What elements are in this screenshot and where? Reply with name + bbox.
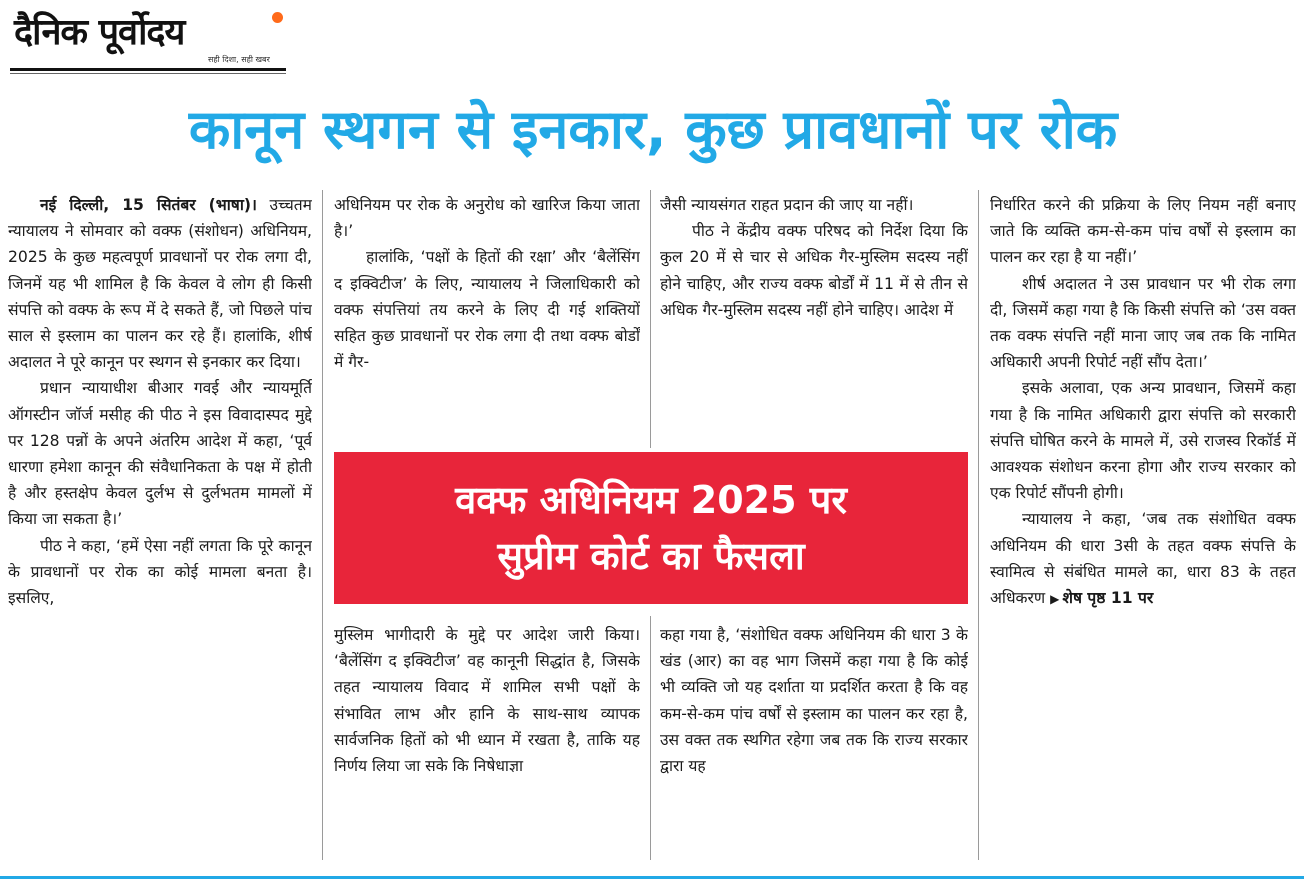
column-divider bbox=[978, 190, 979, 860]
article-column-4 bbox=[990, 192, 1296, 866]
article-column-2-top bbox=[334, 192, 640, 442]
masthead bbox=[10, 4, 288, 74]
article-column-2-bottom bbox=[334, 622, 640, 866]
callout-line-2: सुप्रीम कोर्ट का फैसला bbox=[497, 534, 805, 578]
column-divider bbox=[322, 190, 323, 860]
article-paragraph: प्रधान न्यायाधीश बीआर गवई और न्यायमूर्ति ऑगस्टीन जॉर्ज मसीह की पीठ ने इस विवादास्पद मुद्दे पर 128 पन्नों के अपने अंतरिम आदेश में कहा, ‘पूर्व धारणा हमेशा कानून की संवैधानिकता के पक्ष में होती है और हस्तक्षेप केवल दुर्लभ से दुर्लभतम मामलों में किया जा सकता है।’ bbox=[8, 379, 312, 529]
article-column-1 bbox=[8, 192, 312, 866]
newspaper-tagline: सही दिशा, सही खबर bbox=[208, 55, 270, 64]
page-bottom-rule bbox=[0, 876, 1304, 879]
article-paragraph: कहा गया है, ‘संशोधित वक्फ अधिनियम की धारा 3 के खंड (आर) का वह भाग जिसमें कहा गया है कि कोई भी व्यक्ति जो यह दर्शाता या प्रदर्शित करता है कि वह कम-से-कम पांच वर्षों से इस्लाम का पालन कर रहा है, उस वक्त तक स्थगित रहेगा जब तक कि राज्य सरकार द्वारा यह bbox=[660, 626, 968, 776]
article-paragraph: पीठ ने कहा, ‘हमें ऐसा नहीं लगता कि पूरे कानून के प्रावधानों पर रोक का कोई मामला बनता है। इसलिए, bbox=[8, 536, 312, 608]
article-column-3-top bbox=[660, 192, 968, 442]
continued-on-page[interactable]: ▶ शेष पृष्ठ 11 पर bbox=[1050, 589, 1154, 608]
newspaper-logo: दैनिक पूर्वोदय bbox=[14, 12, 185, 53]
dateline: नई दिल्ली, 15 सितंबर (भाषा)। bbox=[40, 196, 257, 214]
triangle-right-icon: ▶ bbox=[1050, 592, 1060, 607]
column-divider bbox=[650, 190, 651, 448]
article-paragraph: इसके अलावा, एक अन्य प्रावधान, जिसमें कहा गया है कि नामित अधिकारी द्वारा संपत्ति को सरकारी संपत्ति घोषित करने के मामले में, उसे राजस्व रिकॉर्ड में आवश्यक संशोधन करना होगा और राज्य सरकार को एक रिपोर्ट सौंपनी होगी। bbox=[990, 379, 1296, 503]
headline: कानून स्थगन से इनकार, कुछ प्रावधानों पर रोक bbox=[188, 98, 1118, 161]
callout-box bbox=[334, 452, 968, 604]
article-paragraph: निर्धारित करने की प्रक्रिया के लिए नियम नहीं बनाए जाते कि व्यक्ति कम-से-कम पांच वर्षों से इस्लाम का पालन कर रहा है या नहीं।’ bbox=[990, 196, 1296, 267]
article-paragraph: शीर्ष अदालत ने उस प्रावधान पर भी रोक लगा दी, जिसमें कहा गया है कि किसी संपत्ति को ‘उस वक्त तक वक्फ संपत्ति नहीं माना जाए जब तक कि नामित अधिकारी अपनी रिपोर्ट नहीं सौंप देता।’ bbox=[990, 274, 1296, 372]
article-paragraph: नई दिल्ली, 15 सितंबर (भाषा)। उच्चतम न्यायालय ने सोमवार को वक्फ (संशोधन) अधिनियम, 2025 के कुछ महत्वपूर्ण प्रावधानों पर रोक लगा दी, जिनमें यह भी शामिल है कि केवल वे लोग ही किसी संपत्ति को वक्फ के रूप में दे सकते हैं, जो पिछले पांच साल से इस्लाम का पालन कर रहे हैं। हालांकि, शीर्ष अदालत ने पूरे कानून पर स्थगन से इनकार कर दिया। bbox=[8, 196, 312, 372]
article-paragraph: न्यायालय ने कहा, ‘जब तक संशोधित वक्फ अधिनियम की धारा 3सी के तहत वक्फ संपत्ति के स्वामित्व से संबंधित मामले का, धारा 83 के तहत अधिकरण ▶ शेष पृष्ठ 11 पर bbox=[990, 510, 1296, 608]
article-paragraph: हालांकि, ‘पक्षों के हितों की रक्षा’ और ‘बैलेंसिंग द इक्विटीज’ के लिए, न्यायालय ने जिलाधिकारी को वक्फ संपत्तियां तय करने के लिए दी गई शक्तियों सहित कुछ प्रावधानों पर रोक लगा दी तथा वक्फ बोर्डों में गैर- bbox=[334, 248, 640, 372]
callout-line-1: वक्फ अधिनियम 2025 पर bbox=[455, 478, 847, 522]
article-column-3-bottom bbox=[660, 622, 968, 866]
article-paragraph: मुस्लिम भागीदारी के मुद्दे पर आदेश जारी किया। ‘बैलेंसिंग द इक्विटीज’ वह कानूनी सिद्धांत है, जिसके तहत न्यायालय विवाद में शामिल सभी पक्षों के संभावित लाभ और हानि के साथ-साथ व्यापक सार्वजनिक हितों को भी ध्यान में रखता है, ताकि यह निर्णय लिया जा सके कि निषेधाज्ञा bbox=[334, 626, 640, 776]
article-paragraph: अधिनियम पर रोक के अनुरोध को खारिज किया जाता है।’ bbox=[334, 196, 640, 241]
column-divider bbox=[650, 616, 651, 860]
logo-dot-icon bbox=[272, 12, 283, 23]
masthead-rule bbox=[10, 68, 286, 71]
article-paragraph: जैसी न्यायसंगत राहत प्रदान की जाए या नहीं। bbox=[660, 196, 914, 214]
article-paragraph: पीठ ने केंद्रीय वक्फ परिषद को निर्देश दिया कि कुल 20 में से चार से अधिक गैर-मुस्लिम सदस्य नहीं होने चाहिए, और राज्य वक्फ बोर्डों में 11 में से तीन से अधिक गैर-मुस्लिम सदस्य नहीं होने चाहिए। आदेश में bbox=[660, 222, 968, 319]
masthead-rule-thin bbox=[10, 73, 286, 74]
